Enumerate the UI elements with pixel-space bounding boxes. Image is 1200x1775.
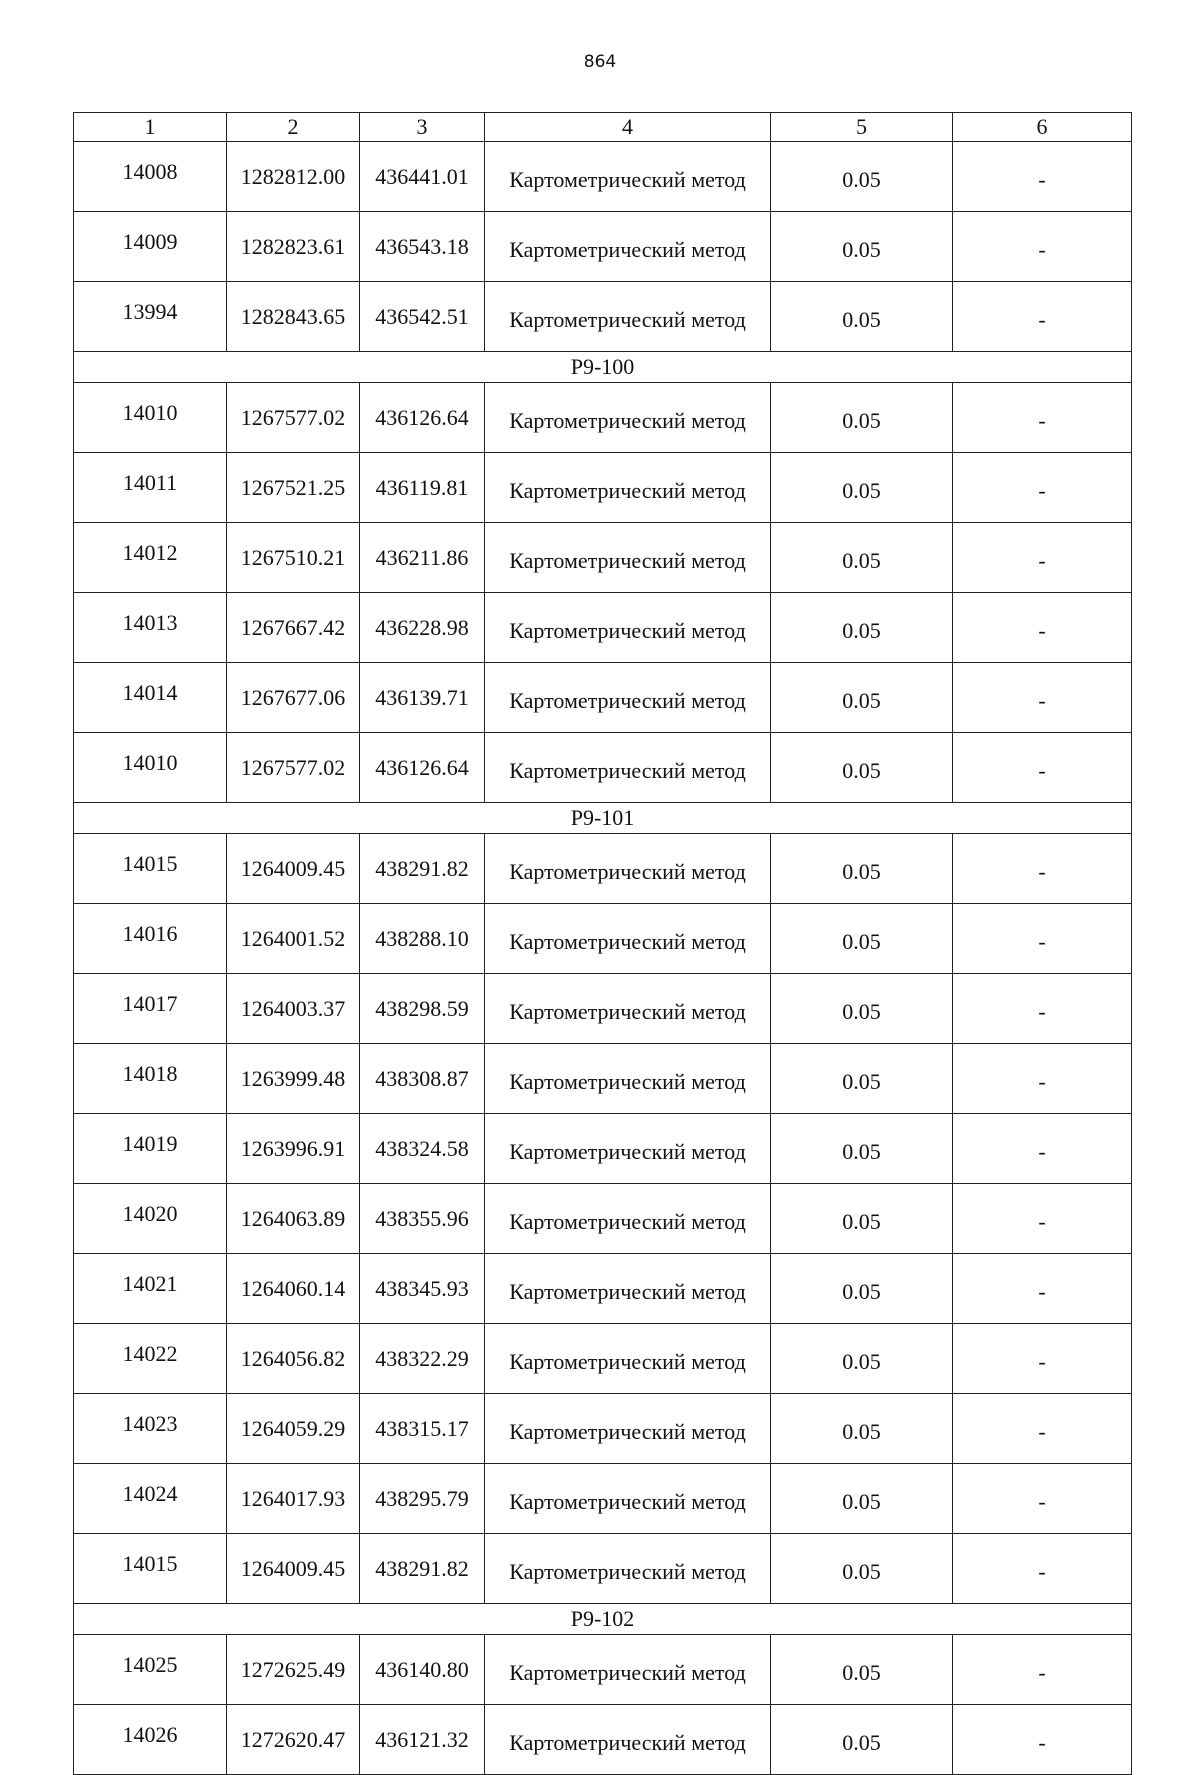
accuracy-cell: 0.05: [771, 1324, 953, 1394]
table-row: [74, 1254, 1132, 1324]
x-coordinate-cell: 1267667.42: [227, 593, 360, 663]
description-cell: -: [953, 974, 1132, 1044]
method-cell: Картометрический метод: [485, 1044, 771, 1114]
column-header: 1: [74, 113, 227, 142]
point-number-cell: 14024: [74, 1464, 227, 1534]
point-number-cell: 14017: [74, 974, 227, 1044]
accuracy-cell: 0.05: [771, 974, 953, 1044]
table-row: [74, 282, 1132, 352]
table-row: [74, 1394, 1132, 1464]
point-number-cell: 14010: [74, 733, 227, 803]
point-number-cell: 14018: [74, 1044, 227, 1114]
x-coordinate-cell: 1267521.25: [227, 453, 360, 523]
table-row: [74, 834, 1132, 904]
y-coordinate-cell: 436119.81: [360, 453, 485, 523]
method-cell: Картометрический метод: [485, 834, 771, 904]
y-coordinate-cell: 436121.32: [360, 1705, 485, 1775]
x-coordinate-cell: 1282843.65: [227, 282, 360, 352]
x-coordinate-cell: 1264063.89: [227, 1184, 360, 1254]
table-row: [74, 1464, 1132, 1534]
accuracy-cell: 0.05: [771, 1114, 953, 1184]
accuracy-cell: 0.05: [771, 834, 953, 904]
x-coordinate-cell: 1282812.00: [227, 142, 360, 212]
section-label: Р9-100: [74, 352, 1132, 383]
point-number-cell: 14008: [74, 142, 227, 212]
point-number-cell: 14009: [74, 212, 227, 282]
x-coordinate-cell: 1263999.48: [227, 1044, 360, 1114]
description-cell: -: [953, 593, 1132, 663]
description-cell: -: [953, 1635, 1132, 1705]
description-cell: -: [953, 733, 1132, 803]
page-number: 864: [583, 52, 617, 72]
description-cell: -: [953, 1464, 1132, 1534]
accuracy-cell: 0.05: [771, 1044, 953, 1114]
y-coordinate-cell: 436140.80: [360, 1635, 485, 1705]
accuracy-cell: 0.05: [771, 904, 953, 974]
description-cell: -: [953, 523, 1132, 593]
method-cell: Картометрический метод: [485, 663, 771, 733]
point-number-cell: 14011: [74, 453, 227, 523]
y-coordinate-cell: 438291.82: [360, 834, 485, 904]
table-row: [74, 974, 1132, 1044]
y-coordinate-cell: 438308.87: [360, 1044, 485, 1114]
y-coordinate-cell: 438291.82: [360, 1534, 485, 1604]
x-coordinate-cell: 1264009.45: [227, 1534, 360, 1604]
section-header-row: [74, 803, 1132, 834]
description-cell: -: [953, 383, 1132, 453]
accuracy-cell: 0.05: [771, 1635, 953, 1705]
method-cell: Картометрический метод: [485, 1534, 771, 1604]
table-header-row: [74, 113, 1132, 142]
table-row: [74, 523, 1132, 593]
column-header: 6: [953, 113, 1132, 142]
table-row: [74, 453, 1132, 523]
x-coordinate-cell: 1264003.37: [227, 974, 360, 1044]
description-cell: -: [953, 834, 1132, 904]
y-coordinate-cell: 436542.51: [360, 282, 485, 352]
point-number-cell: 14023: [74, 1394, 227, 1464]
method-cell: Картометрический метод: [485, 1394, 771, 1464]
accuracy-cell: 0.05: [771, 593, 953, 663]
accuracy-cell: 0.05: [771, 282, 953, 352]
y-coordinate-cell: 436211.86: [360, 523, 485, 593]
y-coordinate-cell: 438288.10: [360, 904, 485, 974]
method-cell: Картометрический метод: [485, 142, 771, 212]
accuracy-cell: 0.05: [771, 1184, 953, 1254]
point-number-cell: 14010: [74, 383, 227, 453]
method-cell: Картометрический метод: [485, 1464, 771, 1534]
accuracy-cell: 0.05: [771, 663, 953, 733]
table-row: [74, 733, 1132, 803]
x-coordinate-cell: 1267510.21: [227, 523, 360, 593]
method-cell: Картометрический метод: [485, 1635, 771, 1705]
point-number-cell: 14021: [74, 1254, 227, 1324]
description-cell: -: [953, 904, 1132, 974]
accuracy-cell: 0.05: [771, 733, 953, 803]
section-label: Р9-102: [74, 1604, 1132, 1635]
table-row: [74, 1534, 1132, 1604]
column-header: 2: [227, 113, 360, 142]
table-row: [74, 663, 1132, 733]
table-row: [74, 383, 1132, 453]
method-cell: Картометрический метод: [485, 453, 771, 523]
description-cell: -: [953, 1705, 1132, 1775]
x-coordinate-cell: 1264001.52: [227, 904, 360, 974]
point-number-cell: 14022: [74, 1324, 227, 1394]
method-cell: Картометрический метод: [485, 1324, 771, 1394]
x-coordinate-cell: 1264059.29: [227, 1394, 360, 1464]
description-cell: -: [953, 1184, 1132, 1254]
point-number-cell: 14014: [74, 663, 227, 733]
point-number-cell: 14013: [74, 593, 227, 663]
accuracy-cell: 0.05: [771, 453, 953, 523]
y-coordinate-cell: 438315.17: [360, 1394, 485, 1464]
table-row: [74, 142, 1132, 212]
y-coordinate-cell: 436126.64: [360, 383, 485, 453]
description-cell: -: [953, 663, 1132, 733]
y-coordinate-cell: 436126.64: [360, 733, 485, 803]
description-cell: -: [953, 1044, 1132, 1114]
method-cell: Картометрический метод: [485, 523, 771, 593]
x-coordinate-cell: 1272620.47: [227, 1705, 360, 1775]
y-coordinate-cell: 436228.98: [360, 593, 485, 663]
table-body: [74, 142, 1132, 1775]
description-cell: -: [953, 282, 1132, 352]
x-coordinate-cell: 1264056.82: [227, 1324, 360, 1394]
x-coordinate-cell: 1267677.06: [227, 663, 360, 733]
x-coordinate-cell: 1264009.45: [227, 834, 360, 904]
description-cell: -: [953, 1254, 1132, 1324]
description-cell: -: [953, 142, 1132, 212]
description-cell: -: [953, 453, 1132, 523]
accuracy-cell: 0.05: [771, 142, 953, 212]
accuracy-cell: 0.05: [771, 212, 953, 282]
coordinates-table: [73, 112, 1132, 1775]
table-row: [74, 1184, 1132, 1254]
method-cell: Картометрический метод: [485, 1705, 771, 1775]
y-coordinate-cell: 438298.59: [360, 974, 485, 1044]
point-number-cell: 14016: [74, 904, 227, 974]
x-coordinate-cell: 1272625.49: [227, 1635, 360, 1705]
accuracy-cell: 0.05: [771, 383, 953, 453]
x-coordinate-cell: 1282823.61: [227, 212, 360, 282]
accuracy-cell: 0.05: [771, 1254, 953, 1324]
y-coordinate-cell: 438324.58: [360, 1114, 485, 1184]
accuracy-cell: 0.05: [771, 523, 953, 593]
point-number-cell: 14025: [74, 1635, 227, 1705]
description-cell: -: [953, 1114, 1132, 1184]
accuracy-cell: 0.05: [771, 1534, 953, 1604]
section-label: Р9-101: [74, 803, 1132, 834]
point-number-cell: 13994: [74, 282, 227, 352]
column-header: 5: [771, 113, 953, 142]
method-cell: Картометрический метод: [485, 974, 771, 1044]
section-header-row: [74, 1604, 1132, 1635]
accuracy-cell: 0.05: [771, 1394, 953, 1464]
method-cell: Картометрический метод: [485, 1254, 771, 1324]
description-cell: -: [953, 212, 1132, 282]
x-coordinate-cell: 1264017.93: [227, 1464, 360, 1534]
point-number-cell: 14026: [74, 1705, 227, 1775]
table-row: [74, 1705, 1132, 1775]
accuracy-cell: 0.05: [771, 1705, 953, 1775]
table-row: [74, 1044, 1132, 1114]
y-coordinate-cell: 438322.29: [360, 1324, 485, 1394]
y-coordinate-cell: 436441.01: [360, 142, 485, 212]
point-number-cell: 14020: [74, 1184, 227, 1254]
method-cell: Картометрический метод: [485, 1114, 771, 1184]
column-header: 3: [360, 113, 485, 142]
x-coordinate-cell: 1264060.14: [227, 1254, 360, 1324]
column-header: 4: [485, 113, 771, 142]
method-cell: Картометрический метод: [485, 733, 771, 803]
x-coordinate-cell: 1267577.02: [227, 733, 360, 803]
method-cell: Картометрический метод: [485, 282, 771, 352]
point-number-cell: 14019: [74, 1114, 227, 1184]
point-number-cell: 14012: [74, 523, 227, 593]
y-coordinate-cell: 436543.18: [360, 212, 485, 282]
method-cell: Картометрический метод: [485, 212, 771, 282]
point-number-cell: 14015: [74, 834, 227, 904]
description-cell: -: [953, 1534, 1132, 1604]
table-row: [74, 1114, 1132, 1184]
y-coordinate-cell: 438355.96: [360, 1184, 485, 1254]
method-cell: Картометрический метод: [485, 383, 771, 453]
y-coordinate-cell: 438345.93: [360, 1254, 485, 1324]
y-coordinate-cell: 438295.79: [360, 1464, 485, 1534]
table-row: [74, 212, 1132, 282]
description-cell: -: [953, 1394, 1132, 1464]
description-cell: -: [953, 1324, 1132, 1394]
accuracy-cell: 0.05: [771, 1464, 953, 1534]
x-coordinate-cell: 1267577.02: [227, 383, 360, 453]
table-row: [74, 904, 1132, 974]
table-row: [74, 1324, 1132, 1394]
section-header-row: [74, 352, 1132, 383]
method-cell: Картометрический метод: [485, 1184, 771, 1254]
table-row: [74, 593, 1132, 663]
x-coordinate-cell: 1263996.91: [227, 1114, 360, 1184]
y-coordinate-cell: 436139.71: [360, 663, 485, 733]
method-cell: Картометрический метод: [485, 904, 771, 974]
point-number-cell: 14015: [74, 1534, 227, 1604]
table-row: [74, 1635, 1132, 1705]
method-cell: Картометрический метод: [485, 593, 771, 663]
